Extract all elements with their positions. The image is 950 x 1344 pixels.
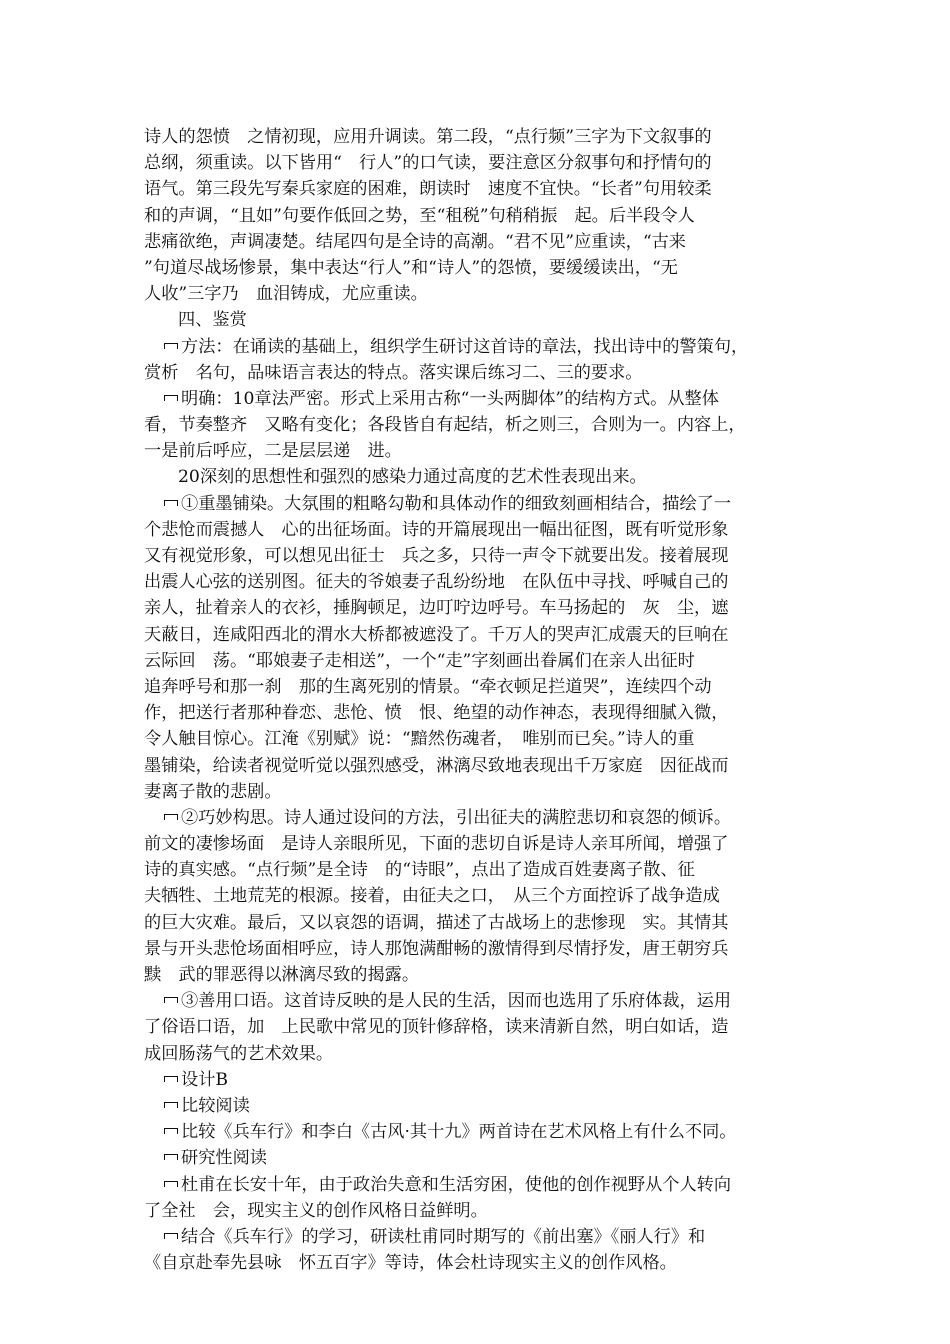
line-text: 方法：在诵读的基础上，组织学生研讨这首诗的章法，找出诗中的警策句， [181, 336, 749, 357]
text-line [144, 569, 812, 595]
bracket-mark-icon [164, 1128, 178, 1134]
line-text: 了全社 会，现实主义的创作风格日益鲜明。 [144, 1200, 488, 1221]
bracket-mark-icon [164, 343, 178, 349]
text-line [144, 281, 812, 307]
line-text: 云际回 荡。“耶娘妻子走相送”，一个“走”字刻画出眷属们在亲人出征时 [144, 650, 695, 671]
text-line [144, 150, 812, 176]
line-text: 比较阅读 [181, 1095, 250, 1116]
text-line [144, 229, 812, 255]
bracket-mark-icon [164, 1233, 178, 1239]
text-line [144, 674, 812, 700]
text-line [144, 1093, 812, 1119]
line-text: ③善用口语。这首诗反映的是人民的生活，因而也选用了乐府体裁，运用 [181, 991, 732, 1012]
text-line [144, 700, 812, 726]
line-text: 了俗语口语，加 上民歌中常见的顶针修辞格，读来清新自然，明白如话，造 [144, 1017, 729, 1038]
text-line [144, 857, 812, 883]
text-line [144, 910, 812, 936]
bracket-mark-icon [164, 1076, 178, 1082]
line-text: 前文的凄惨场面 是诗人亲眼所见，下面的悲切自诉是诗人亲耳所闻，增强了 [144, 834, 729, 855]
line-text: 夫牺牲、土地荒芜的根源。接着，由征夫之口， 从三个方面控诉了战争造成 [144, 886, 720, 907]
line-text: 的巨大灾难。最后，又以哀怨的语调，描述了古战场上的悲惨现 实。其情其 [144, 912, 729, 933]
text-line [144, 307, 812, 333]
line-text: 研究性阅读 [181, 1148, 267, 1169]
bracket-mark-icon [164, 500, 178, 506]
text-line [144, 1119, 812, 1145]
text-line [144, 1145, 812, 1171]
bracket-mark-icon [164, 1102, 178, 1108]
line-text: 比较《兵车行》和李白《古风·其十九》两首诗在艺术风格上有什么不同。 [181, 1122, 737, 1143]
text-line [144, 491, 812, 517]
text-line [144, 1224, 812, 1250]
line-text: 语气。第三段先写秦兵家庭的困难，朗读时 速度不宜快。“长者”句用较柔 [144, 179, 712, 200]
text-line [144, 360, 812, 386]
text-line [144, 412, 812, 438]
line-text: 妻离子散的悲剧。 [144, 781, 282, 802]
line-text: 又有视觉形象，可以想见出征士 兵之多，只待一声令下就要出发。接着展现 [144, 546, 729, 566]
line-text: 明确：10章法严密。形式上采用古称“一头两脚体”的结构方式。从整体 [181, 388, 719, 409]
bracket-mark-icon [164, 1154, 178, 1160]
line-text: 景与开头悲怆场面相呼应，诗人那饱满酣畅的激情得到尽情抒发，唐王朝穷兵 [144, 938, 729, 959]
text-line [144, 805, 812, 831]
line-text: 一是前后呼应，二是层层递 进。 [144, 441, 402, 462]
bracket-mark-icon [164, 395, 178, 401]
line-text: ②巧妙构思。诗人通过设问的方法，引出征夫的满腔悲切和哀怨的倾诉。 [181, 807, 732, 828]
text-line [144, 543, 812, 569]
text-line [144, 1041, 812, 1067]
line-text: 天蔽日，连咸阳西北的渭水大桥都被遮没了。千万人的哭声汇成震天的巨响在 [144, 624, 729, 645]
line-text: 悲痛欲绝，声调凄楚。结尾四句是全诗的高潮。“君不见”应重读，“古来 [144, 231, 686, 252]
text-line [144, 753, 812, 779]
line-text: 20深刻的思想性和强烈的感染力通过高度的艺术性表现出来。 [178, 467, 647, 488]
line-text: 墨铺染，给读者视觉听觉以强烈感受，淋漓尽致地表现出千万家庭 因征战而 [144, 755, 729, 776]
line-text: 赏析 名句，品味语言表达的特点。落实课后练习二、三的要求。 [144, 362, 643, 383]
line-text: 杜甫在长安十年，由于政治失意和生活穷困，使他的创作视野从个人转向 [181, 1174, 732, 1195]
bracket-mark-icon [164, 1181, 178, 1187]
text-line [144, 1014, 812, 1040]
text-line [144, 334, 812, 360]
text-line [144, 1067, 812, 1093]
text-line [144, 595, 812, 621]
line-text: 看，节奏整齐 又略有变化；各段皆自有起结，析之则三，合则为一。内容上， [144, 415, 746, 436]
text-line [144, 726, 812, 752]
line-text: 亲人，扯着亲人的衣衫，捶胸顿足，边叮咛边呼号。车马扬起的 灰 尘，遮 [144, 598, 729, 619]
text-line [144, 255, 812, 281]
line-text: 《自京赴奉先县咏 怀五百字》等诗，体会杜诗现实主义的创作风格。 [144, 1253, 677, 1274]
line-text: 诗的真实感。“点行频”是全诗 的“诗眼”，点出了造成百姓妻离子散、征 [144, 860, 695, 881]
text-line [144, 622, 812, 648]
text-line [144, 988, 812, 1014]
line-text: 诗人的怨愤 之情初现，应用升调读。第二段，“点行频”三字为下文叙事的 [144, 127, 712, 147]
line-text: ”句道尽战场惨景，集中表达“行人”和“诗人”的怨愤，要缓缓读出，“无 [144, 257, 678, 278]
text-line [144, 203, 812, 229]
text-line [144, 1172, 812, 1198]
body-text [144, 124, 812, 1276]
line-text: 个悲怆而震撼人 心的出征场面。诗的开篇展现出一幅出征图，既有听觉形象 [144, 519, 729, 540]
line-text: 作，把送行者那种眷恋、悲怆、愤 恨、绝望的动作神态，表现得细腻入微， [144, 703, 729, 724]
bracket-mark-icon [164, 814, 178, 820]
text-line [144, 779, 812, 805]
line-text: 黩 武的罪恶得以淋漓尽致的揭露。 [144, 965, 420, 985]
text-line [144, 648, 812, 674]
bracket-mark-icon [164, 997, 178, 1003]
text-line [144, 883, 812, 909]
text-line [144, 386, 812, 412]
text-line [144, 831, 812, 857]
line-text: 成回肠荡气的艺术效果。 [144, 1043, 334, 1064]
line-text: 结合《兵车行》的学习，研读杜甫同时期写的《前出塞》《丽人行》和 [181, 1226, 706, 1247]
line-text: ①重墨铺染。大氛围的粗略勾勒和具体动作的细致刻画相结合，描绘了一 [181, 493, 732, 514]
line-text: 人收”三字乃 血泪铸成，尤应重读。 [144, 284, 428, 305]
text-line [144, 962, 812, 988]
line-text: 追奔呼号和那一刹 那的生离死别的情景。“牵衣顿足拦道哭”，连续四个动 [144, 676, 712, 697]
text-line [144, 936, 812, 962]
text-line [144, 464, 812, 490]
text-line [144, 1198, 812, 1224]
line-text: 四、鉴赏 [178, 310, 247, 331]
line-text: 令人触目惊心。江淹《别赋》说：“黯然伤魂者， 唯别而已矣。”诗人的重 [144, 729, 695, 750]
line-text: 总纲，须重读。以下皆用“ 行人”的口气读，要注意区分叙事句和抒情句的 [144, 153, 712, 174]
line-text: 和的声调，“且如”句要作低回之势，至“租税”句稍稍振 起。后半段令人 [144, 205, 695, 226]
text-line [144, 176, 812, 202]
text-line [144, 517, 812, 543]
text-line [144, 124, 812, 150]
text-line [144, 438, 812, 464]
line-text: 设计B [181, 1069, 229, 1090]
line-text: 出震人心弦的送别图。征夫的爷娘妻子乱纷纷地 在队伍中寻找、呼喊自己的 [144, 572, 729, 593]
text-line [144, 1250, 812, 1276]
